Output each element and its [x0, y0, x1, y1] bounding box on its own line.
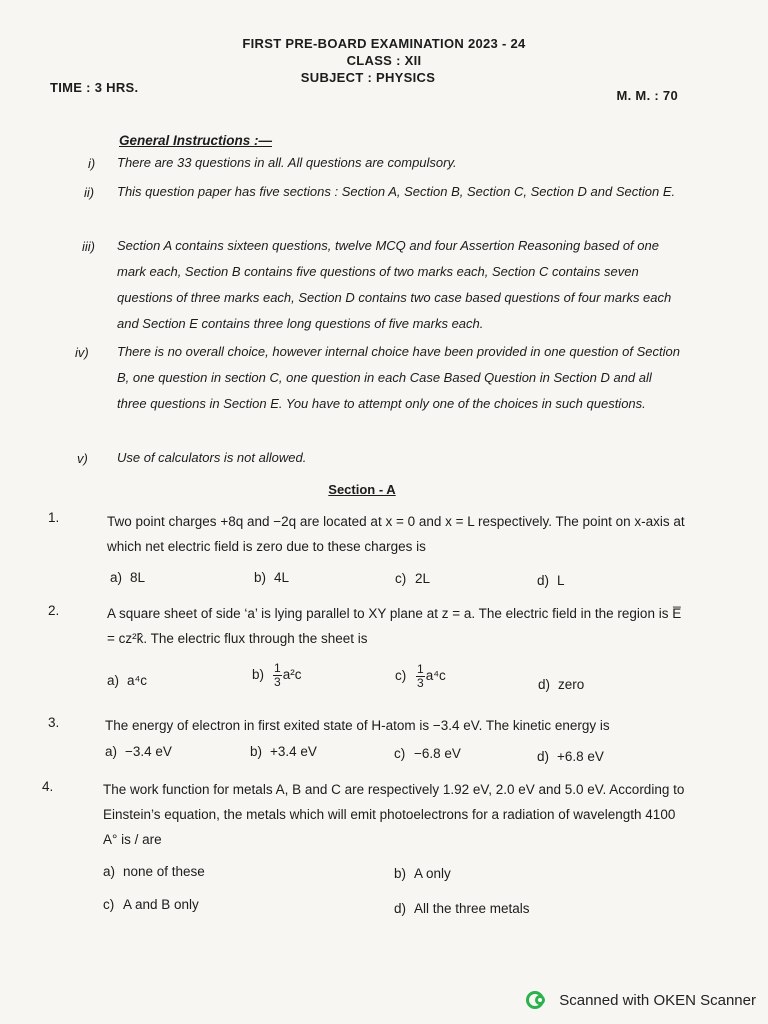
exam-max-marks: M. M. : 70: [616, 88, 678, 103]
exam-title: FIRST PRE-BOARD EXAMINATION 2023 - 24: [242, 36, 526, 51]
general-instructions-heading: General Instructions :—: [119, 133, 273, 148]
fraction: $\frac{1}{3}$: [417, 662, 424, 690]
option-a: a) −3.4 eV: [105, 744, 172, 759]
instruction-text: There is no overall choice, however internal choice have been provided in one question of Section B, one question in section C, one question in each Case Based Question in Section D and all three questions in Section E. You have to attempt only one of the choices in such questions.: [117, 344, 680, 411]
question-number: 1.: [48, 510, 60, 525]
option-a: a) 8L: [110, 570, 146, 585]
question-number: 3.: [48, 715, 60, 730]
option-c: c) A and B only: [103, 897, 199, 912]
option-d: d) All the three metals: [394, 901, 530, 916]
instruction-number: iv): [75, 345, 89, 360]
option-d: d) +6.8 eV: [537, 749, 604, 764]
option-c: c) $\frac{1}{3}$ a⁴c: [395, 662, 446, 690]
exam-subject: SUBJECT : PHYSICS: [300, 70, 436, 85]
question-number: 4.: [42, 779, 54, 794]
instruction-number: iii): [82, 239, 95, 254]
exam-class: CLASS : XII: [346, 53, 422, 68]
option-b: b) A only: [394, 866, 451, 881]
instruction-text: This question paper has five sections : Section A, Section B, Section C, Section D and Section E.: [117, 184, 676, 199]
question-text: A square sheet of side ‘a’ is lying parallel to XY plane at z = a. The electric field in the region is E̅ = cz²k̂. The electric flux through the sheet is: [107, 606, 682, 646]
oken-scanner-logo-icon: [525, 990, 549, 1010]
scanner-watermark: [525, 990, 756, 1010]
exam-time: TIME : 3 HRS.: [50, 80, 139, 95]
question-text: The work function for metals A, B and C are respectively 1.92 eV, 2.0 eV and 5.0 eV. According to Einstein’s equation, the metals which will emit photoelectrons for a radiation of wavelength 4100 A° is / are: [103, 782, 685, 847]
option-a: a) a⁴c: [107, 673, 148, 688]
scanner-watermark-text: Scanned with OKEN Scanner: [559, 991, 756, 1009]
fraction: $\frac{1}{3}$: [274, 661, 281, 689]
option-b: b) $\frac{1}{3}$ a²c: [252, 661, 302, 689]
section-a-heading: Section - A: [328, 482, 396, 497]
option-c: c) −6.8 eV: [394, 746, 461, 761]
instruction-number: v): [77, 451, 88, 466]
instruction-text: There are 33 questions in all. All questions are compulsory.: [117, 155, 457, 170]
option-a: a) none of these: [103, 864, 205, 879]
option-c: c) 2L: [395, 571, 431, 586]
question-text: The energy of electron in first exited state of H-atom is −3.4 eV. The kinetic energy is: [105, 718, 610, 733]
option-d: d) zero: [538, 677, 585, 692]
option-b: b) +3.4 eV: [250, 744, 317, 759]
question-text: Two point charges +8q and −2q are located at x = 0 and x = L respectively. The point on x-axis at which net electric field is zero due to these charges is: [107, 514, 685, 554]
instruction-text: Use of calculators is not allowed.: [117, 450, 307, 465]
instruction-text: Section A contains sixteen questions, twelve MCQ and four Assertion Reasoning based of one mark each, Section B contains five questions of two marks each, Section C contains seven questions of three marks each, Section D contains two case based questions of four marks each and Section E contains three long questions of five marks each.: [117, 238, 672, 331]
option-d: d) L: [537, 573, 565, 588]
option-b: b) 4L: [254, 570, 290, 585]
instruction-number: ii): [84, 185, 95, 200]
instruction-number: i): [88, 156, 96, 171]
question-number: 2.: [48, 603, 60, 618]
electric-field-expression: E̅ = cz²k̂: [107, 606, 682, 646]
